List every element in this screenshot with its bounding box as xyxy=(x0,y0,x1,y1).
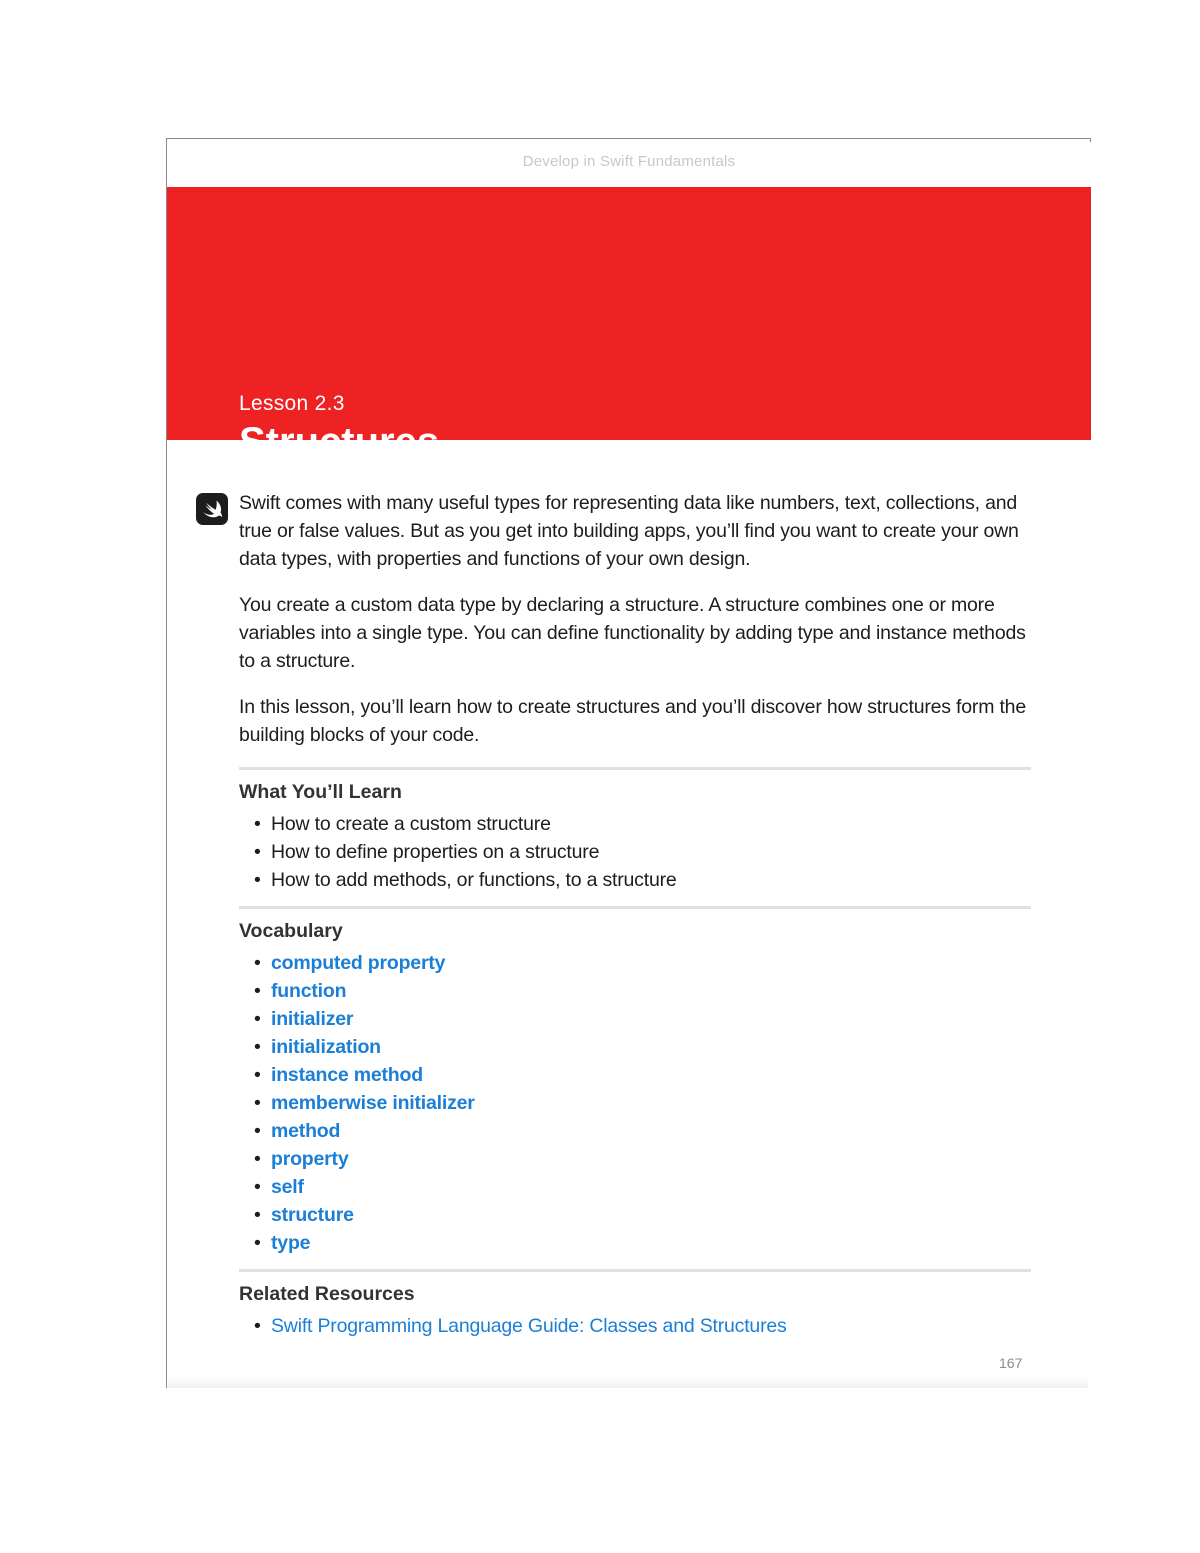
vocabulary-link[interactable]: instance method xyxy=(271,1064,423,1086)
document-page xyxy=(166,138,1090,1388)
lesson-title: Structures xyxy=(239,420,440,464)
resource-item: • Swift Programming Language Guide: Classes and Structures xyxy=(254,1315,787,1337)
running-header: Develop in Swift Fundamentals xyxy=(522,153,736,170)
vocabulary-item: • memberwise initializer xyxy=(254,1092,475,1114)
vocabulary-link[interactable]: self xyxy=(271,1176,304,1198)
vocabulary-link[interactable]: property xyxy=(271,1148,349,1170)
vocabulary-item: • initializer xyxy=(254,1008,354,1030)
vocabulary-link[interactable]: method xyxy=(271,1120,341,1142)
intro-paragraph: Swift comes with many useful types for representing data like numbers, text, collections, and true or false values. But as you get into building apps, you’ll find you want to create your own data types, with properties and functions of your own design. xyxy=(239,492,1019,570)
related-resources-heading: Related Resources xyxy=(239,1283,415,1305)
vocabulary-link[interactable]: computed property xyxy=(271,952,446,974)
resource-link[interactable]: Swift Programming Language Guide: Classes and Structures xyxy=(271,1315,787,1337)
swift-logo-icon xyxy=(196,493,228,525)
bullet-icon: • xyxy=(254,813,261,835)
what-youll-learn-section xyxy=(239,767,1031,894)
vocabulary-item: • method xyxy=(254,1120,341,1142)
learn-item: • How to create a custom structure xyxy=(239,810,1031,838)
vocabulary-item: • self xyxy=(254,1176,304,1198)
vocabulary-item: • type xyxy=(254,1232,311,1254)
learn-item: • How to add methods, or functions, to a structure xyxy=(239,866,1031,894)
vocabulary-link[interactable]: structure xyxy=(271,1204,354,1226)
vocabulary-link[interactable]: memberwise initializer xyxy=(271,1092,475,1114)
vocabulary-link[interactable]: initialization xyxy=(271,1036,381,1058)
bullet-icon: • xyxy=(254,869,261,891)
vocabulary-item: • initialization xyxy=(254,1036,381,1058)
page-bottom-edge xyxy=(168,1376,1088,1388)
page-number: 167 xyxy=(999,1355,1023,1371)
lesson-label: Lesson 2.3 xyxy=(239,392,345,415)
vocabulary-item: • instance method xyxy=(254,1064,423,1086)
vocabulary-link[interactable]: type xyxy=(271,1232,311,1254)
lesson-content xyxy=(239,489,1031,1352)
vocabulary-item: • function xyxy=(254,980,347,1002)
learn-item: • How to define properties on a structure xyxy=(239,838,1031,866)
vocabulary-item: • computed property xyxy=(254,952,446,974)
vocabulary-heading: Vocabulary xyxy=(239,920,343,942)
vocabulary-link[interactable]: initializer xyxy=(271,1008,354,1030)
vocabulary-link[interactable]: function xyxy=(271,980,347,1002)
intro-paragraph: In this lesson, you’ll learn how to create structures and you’ll discover how structures form the building blocks of your code. xyxy=(239,696,1026,746)
vocabulary-item: • property xyxy=(254,1148,349,1170)
vocabulary-item: • structure xyxy=(254,1204,354,1226)
lesson-banner xyxy=(167,187,1091,464)
vocabulary-section xyxy=(239,906,1031,1257)
bullet-icon: • xyxy=(254,841,261,863)
related-resources-section xyxy=(239,1269,1031,1340)
what-youll-learn-heading: What You’ll Learn xyxy=(239,781,402,803)
vocabulary-list xyxy=(239,949,1031,1257)
learn-list xyxy=(239,810,1031,894)
page-corner-mark xyxy=(1084,138,1091,142)
resources-list xyxy=(239,1312,1031,1340)
intro-paragraph: You create a custom data type by declaring a structure. A structure combines one or more variables into a single type. You can define functionality by adding type and instance methods to a structure. xyxy=(239,594,1026,672)
